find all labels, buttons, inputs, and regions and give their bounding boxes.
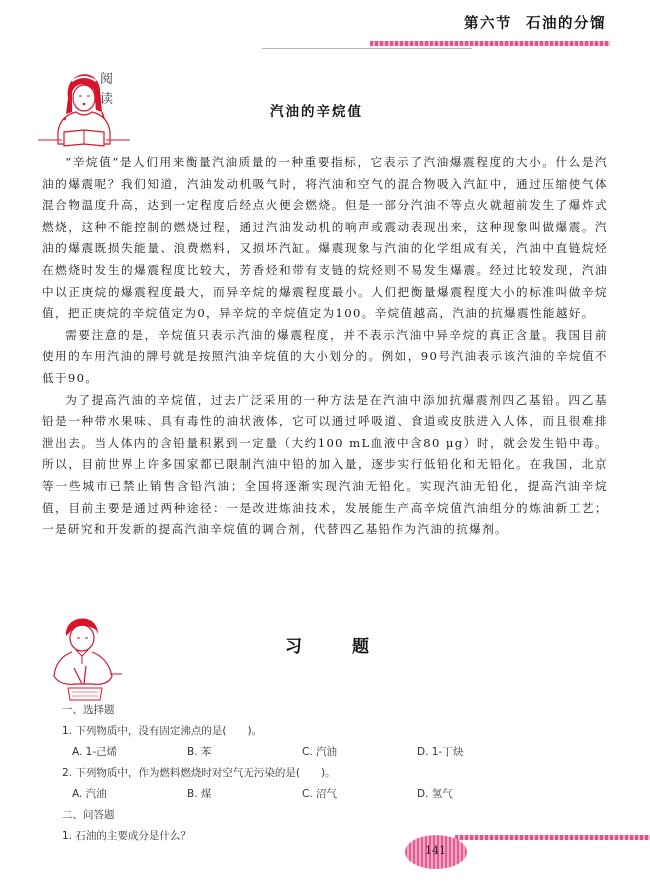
exercise-list (62, 700, 622, 847)
header-pink-stripe (370, 41, 610, 46)
question-3: 1. 石油的主要成分是什么？ (62, 830, 191, 842)
header-divider (262, 48, 472, 49)
reading-label-char: 阅 (100, 72, 114, 87)
chapter-heading (464, 12, 606, 33)
option-b: B. 煤 (187, 788, 212, 800)
reading-label (100, 70, 116, 110)
paragraph: 需要注意的是，辛烷值只表示汽油的爆震程度，并不表示汽油中异辛烷的真正含量。我国目前使用的车用汽油的牌号就是按照汽油辛烷值的大小划分的。例如，90号汽油表示该汽油的辛烷值不低于90。 (42, 327, 608, 385)
exercises-heading (285, 632, 369, 657)
option-d: D. 氢气 (417, 788, 453, 800)
section-title-qa: 二、问答题 (62, 809, 115, 821)
option-c: C. 汽油 (302, 746, 338, 758)
option-b: B. 苯 (187, 746, 212, 758)
option-a: A. 汽油 (72, 788, 107, 800)
option-d: D. 1-丁炔 (417, 746, 464, 758)
reading-label-char: 读 (100, 92, 114, 107)
question-2: 2. 下列物质中，作为燃料燃烧时对空气无污染的是( )。 (62, 767, 336, 779)
article-title: 汽油的辛烷值 (270, 104, 363, 120)
option-a: A. 1-己烯 (72, 746, 118, 758)
option-c: C. 沼气 (302, 788, 338, 800)
exercises-heading-char: 习 (285, 637, 302, 657)
boy-writing-icon (36, 608, 126, 703)
article-body (42, 152, 608, 541)
paragraph: “辛烷值”是人们用来衡量汽油质量的一种重要指标，它表示了汽油爆震程度的大小。什么是汽油的爆震呢？我们知道，汽油发动机吸气时，将汽油和空气的混合物吸入汽缸中，通过压缩使气体混合物温度升高，达到一定程度后经点火便会燃烧。但是一部分汽油不等点火就超前发生了爆炸式燃烧，这种不能控制的燃烧过程，通过汽油发动机的响声或震动表现出来，这种现象叫做爆震。汽油的爆震既损失能量、浪费燃料，又损坏汽缸。爆震现象与汽油的化学组成有关，汽油中直链烷烃在燃烧时发生的爆震程度比较大，芳香烃和带有支链的烷烃则不易发生爆震。经过比较发现，汽油中以正庚烷的爆震程度最大，而异辛烷的爆震程度最小。人们把衡量爆震程度大小的标准叫做辛烷值，把正庚烷的辛烷值定为0，异辛烷的辛烷值定为100。辛烷值越高，汽油的抗爆震性能越好。 (42, 155, 608, 321)
section-title-choice: 一、选择题 (62, 704, 115, 716)
girl-reading-book-icon (36, 60, 131, 155)
question-1-options (62, 742, 622, 763)
chapter-title: 石油的分馏 (526, 16, 606, 32)
exercises-heading-char: 题 (352, 637, 369, 657)
question-1: 1. 下列物质中，没有固定沸点的是( )。 (62, 725, 263, 737)
footer-pink-stripe (455, 835, 650, 840)
section-number: 第六节 (464, 16, 512, 32)
paragraph: 为了提高汽油的辛烷值，过去广泛采用的一种方法是在汽油中添加抗爆震剂四乙基铅。四乙基铅是一种带水果味、具有毒性的油状液体，它可以通过呼吸道、食道或皮肤进入人体，而且很难排泄出去。当人体内的含铅量积累到一定量（大约100 mL血液中含80 μg）时，就会发生铅中毒。所以，目前世界上许多国家都已限制汽油中铅的加入量，逐步实行低铅化和无铅化。在我国，北京等一些城市已禁止销售含铅汽油；全国将逐渐实现汽油无铅化。实现汽油无铅化，提高汽油辛烷值，目前主要是通过两种途径：一是改进炼油技术，发展能生产高辛烷值汽油组分的炼油新工艺；一是研究和开发新的提高汽油辛烷值的调合剂，代替四乙基铅作为汽油的抗爆剂。 (42, 392, 608, 537)
page-number: 141 (425, 844, 446, 857)
question-2-options (62, 784, 622, 805)
